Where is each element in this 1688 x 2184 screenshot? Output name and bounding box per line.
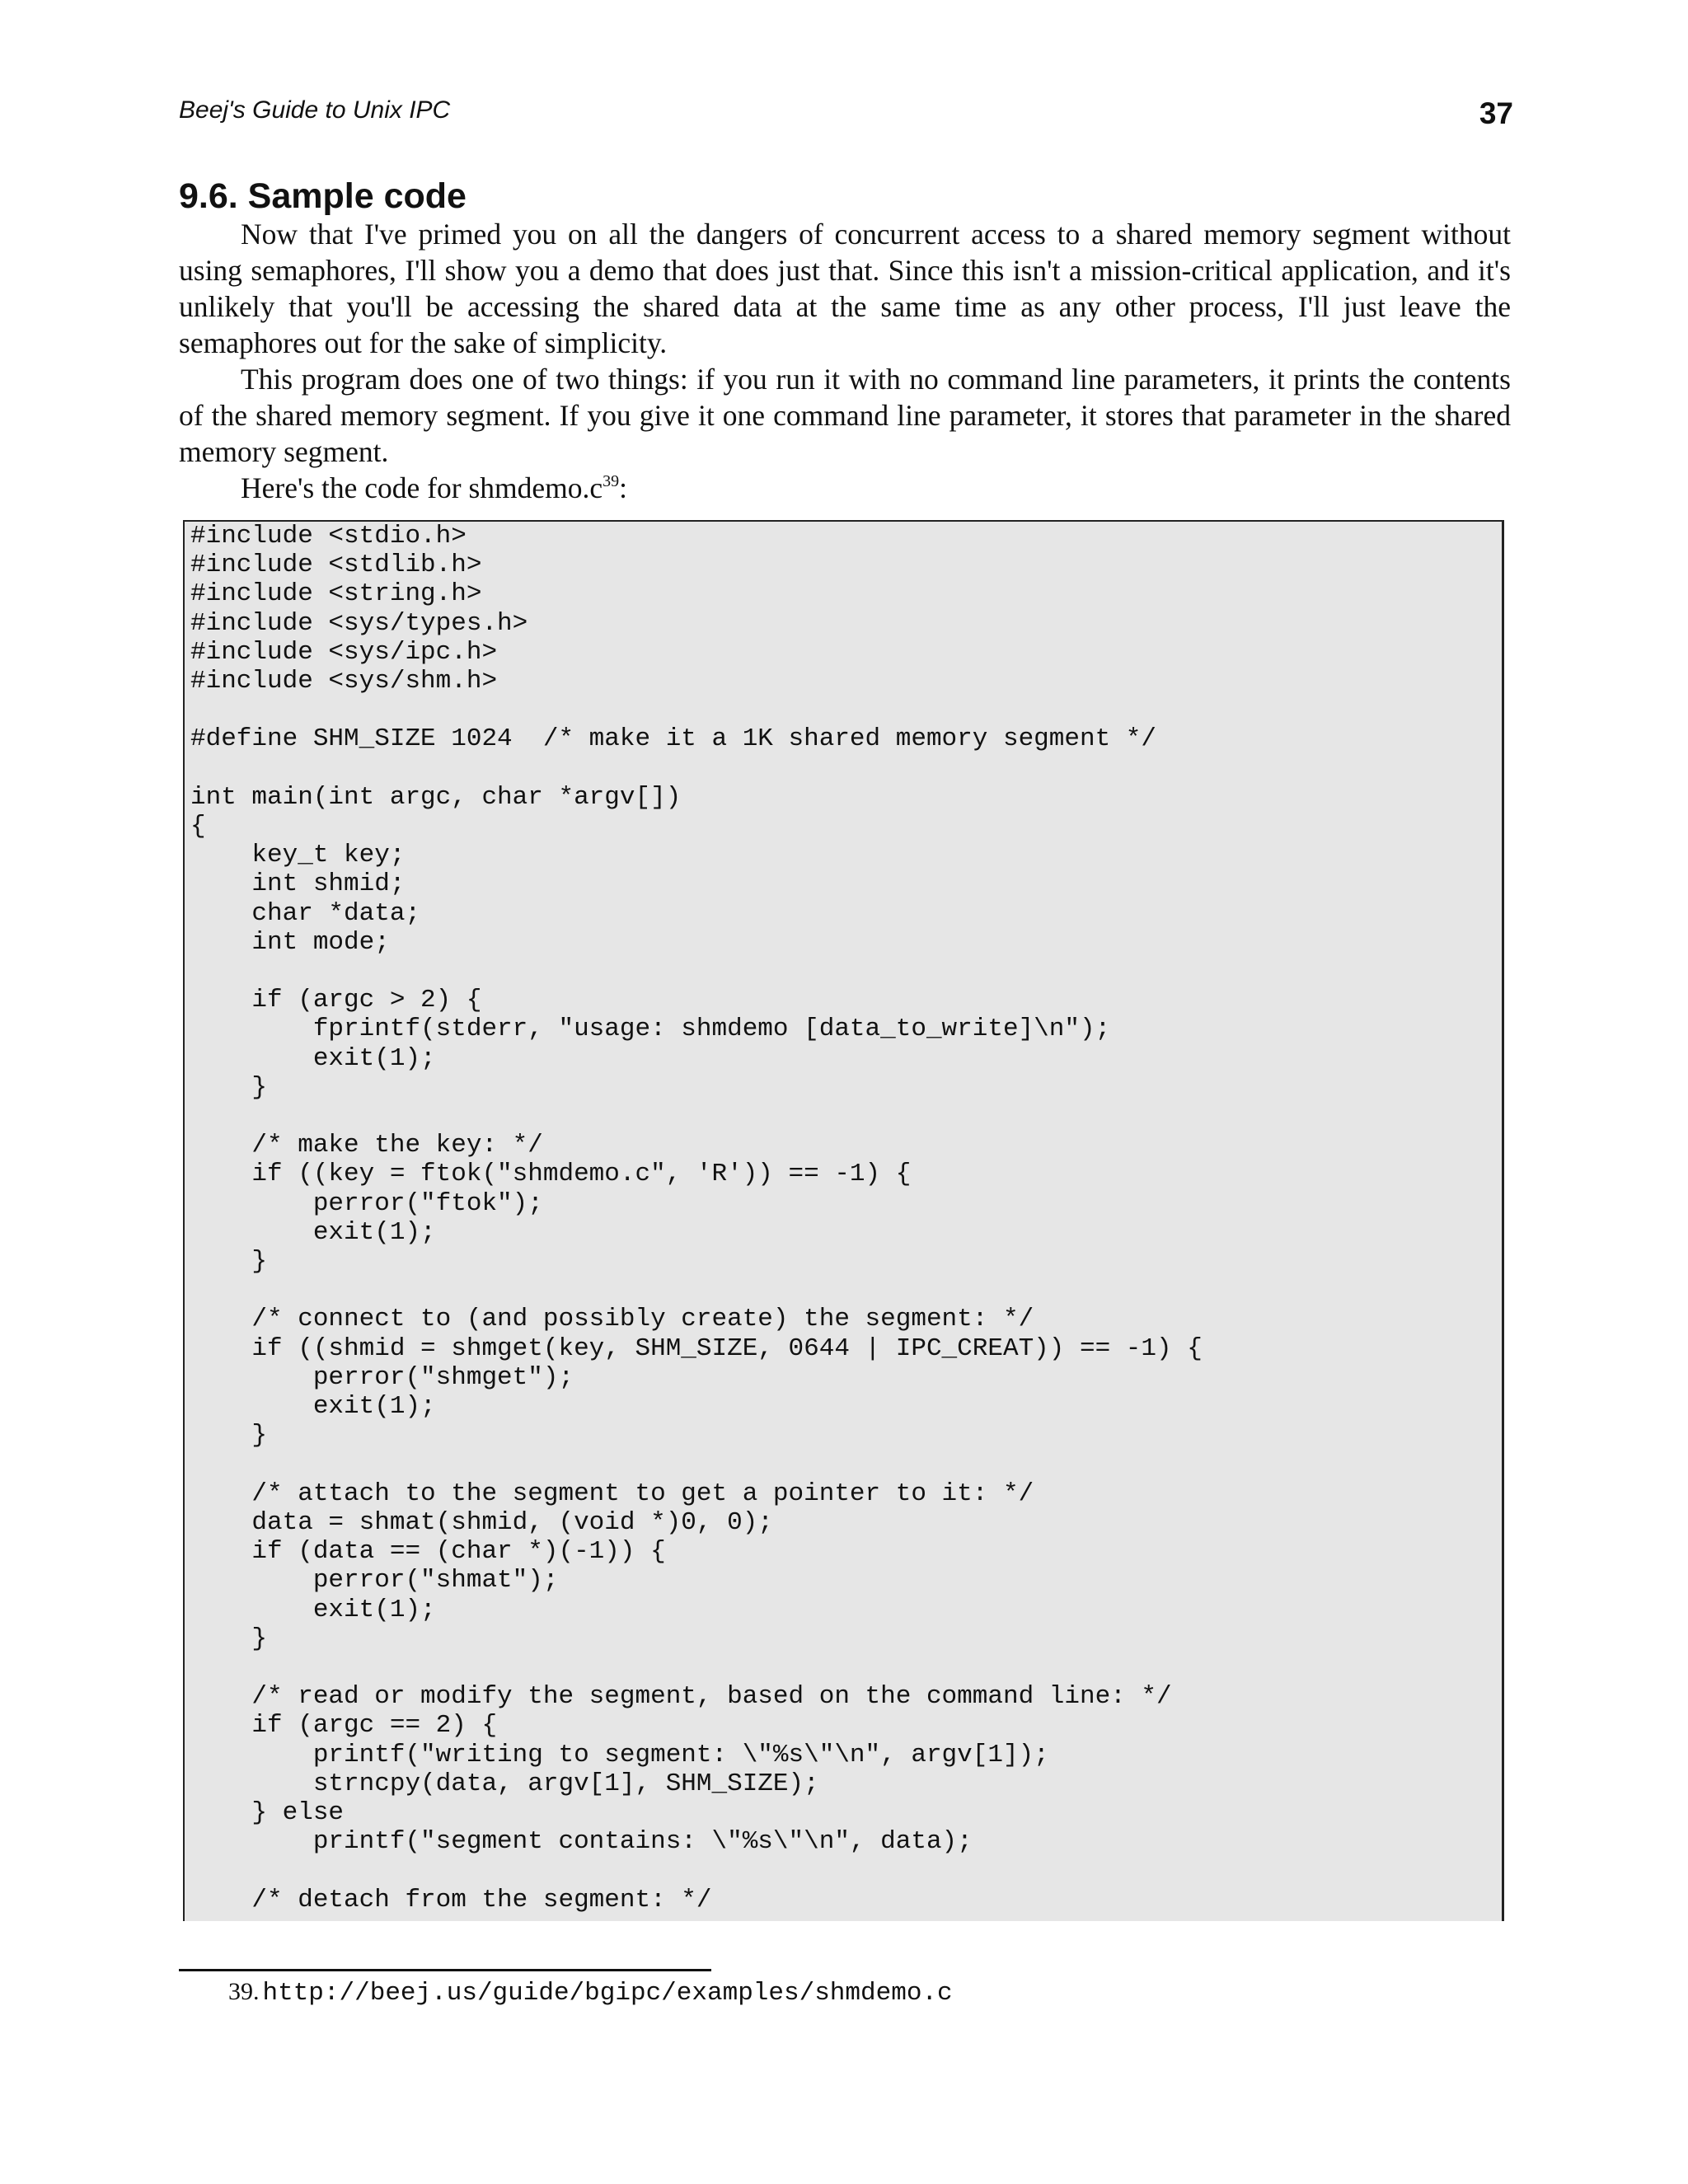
footnote-number: 39. — [228, 1978, 260, 2005]
footnote-url[interactable]: http://beej.us/guide/bgipc/examples/shmdemo.c — [262, 1979, 953, 2008]
paragraph-intro: Now that I've primed you on all the dangers of concurrent access to a shared memory segment without using semaphores, I'll show you a demo that does just that. Since this isn't a mission-critical application, and it's unlikely that you'll be accessing the shared data at the same time as any other process, I'll just leave the semaphores out for the sake of simplicity. — [179, 218, 1511, 359]
footnote-reference[interactable]: 39 — [603, 472, 620, 490]
paragraph-code-intro — [179, 470, 1511, 506]
footnote — [228, 1975, 953, 2013]
paragraph-program-description: This program does one of two things: if you run it with no command line parameters, it prints the contents of the shared memory segment. If you give it one command line parameter, it stores that parameter in the shared memory segment. — [179, 363, 1511, 468]
page-number: 37 — [1479, 96, 1513, 130]
body-text — [179, 216, 1511, 506]
code-intro-text: Here's the code for shmdemo.c — [241, 471, 603, 504]
footnote-separator — [179, 1969, 711, 1971]
running-header-title: Beej's Guide to Unix IPC — [179, 96, 451, 124]
code-source: #include <stdio.h> #include <stdlib.h> #include <string.h> #include <sys/types.h> #include <sys/ipc.h> #include <sys/shm.h> #define SHM_SIZE 1024 /* make it a 1K shared memory segment */ int main(int argc, char *argv[]) { key_t key; int shmid; char *data; int mode; if (argc > 2) { fprintf(stderr, "usage: shmdemo [data_to_write]\n"); exit(1); } /* make the key: */ if ((key = ftok("shmdemo.c", 'R')) == -1) { perror("ftok"); exit(1); } /* connect to (and possibly create) the segment: */ if ((shmid = shmget(key, SHM_SIZE, 0644 | IPC_CREAT)) == -1) { perror("shmget"); exit(1); } /* attach to the segment to get a pointer to it: */ data = shmat(shmid, (void *)0, 0); if (data == (char *)(-1)) { perror("shmat"); exit(1); } /* read or modify the segment, based on the command line: */ if (argc == 2) { printf("writing to segment: \"%s\"\n", argv[1]); strncpy(data, argv[1], SHM_SIZE); } else printf("segment contains: \"%s\"\n", data); /* detach from the segment: */ — [190, 522, 1203, 1915]
code-listing — [183, 520, 1504, 1921]
section-heading: 9.6. Sample code — [179, 176, 467, 216]
code-intro-suffix: : — [619, 471, 628, 504]
